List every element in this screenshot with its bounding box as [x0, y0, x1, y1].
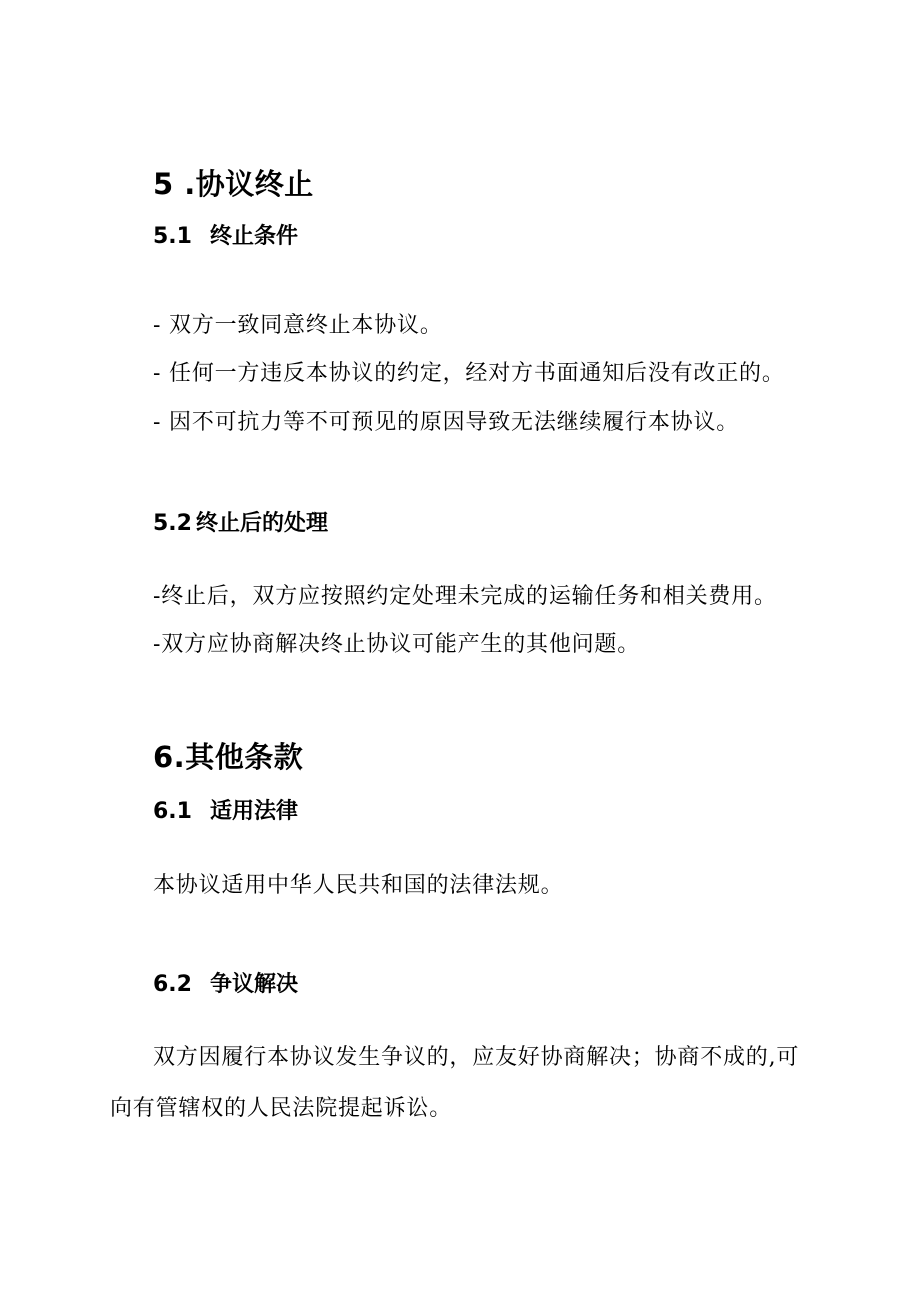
- paragraph-line: 双方因履行本协议发生争议的，应友好协商解决；协商不成的,可: [153, 1045, 800, 1070]
- section-number: 5.1: [153, 224, 192, 249]
- list-item: -终止后，双方应按照约定处理未完成的运输任务和相关费用。: [153, 584, 777, 609]
- list-item: - 因不可抗力等不可预见的原因导致无法继续履行本协议。: [153, 410, 740, 435]
- section-5-2-heading: [153, 509, 328, 539]
- list-item: - 双方一致同意终止本协议。: [153, 313, 443, 338]
- section-number: 6.1: [153, 799, 192, 824]
- section-6-1-heading: [153, 797, 298, 827]
- section-title: 适用法律: [209, 799, 298, 824]
- section-6-heading: 6.其他条款: [153, 740, 304, 774]
- section-5-1-heading: [153, 222, 298, 252]
- section-5-heading: 5 .协议终止: [153, 167, 314, 201]
- paragraph: 本协议适用中华人民共和国的法律法规。: [153, 873, 564, 898]
- section-6-2-heading: [153, 970, 298, 1000]
- section-title: 争议解决: [209, 972, 298, 997]
- section-number: 5.2: [153, 511, 192, 536]
- list-item: -双方应协商解决终止协议可能产生的其他问题。: [153, 632, 641, 657]
- section-title: 终止条件: [209, 224, 298, 249]
- section-title: 终止后的处理: [195, 511, 328, 536]
- section-number: 6.2: [153, 972, 192, 997]
- list-item: - 任何一方违反本协议的约定，经对方书面通知后没有改正的。: [153, 361, 785, 386]
- paragraph-line: 向有管辖权的人民法院提起诉讼。: [110, 1096, 453, 1121]
